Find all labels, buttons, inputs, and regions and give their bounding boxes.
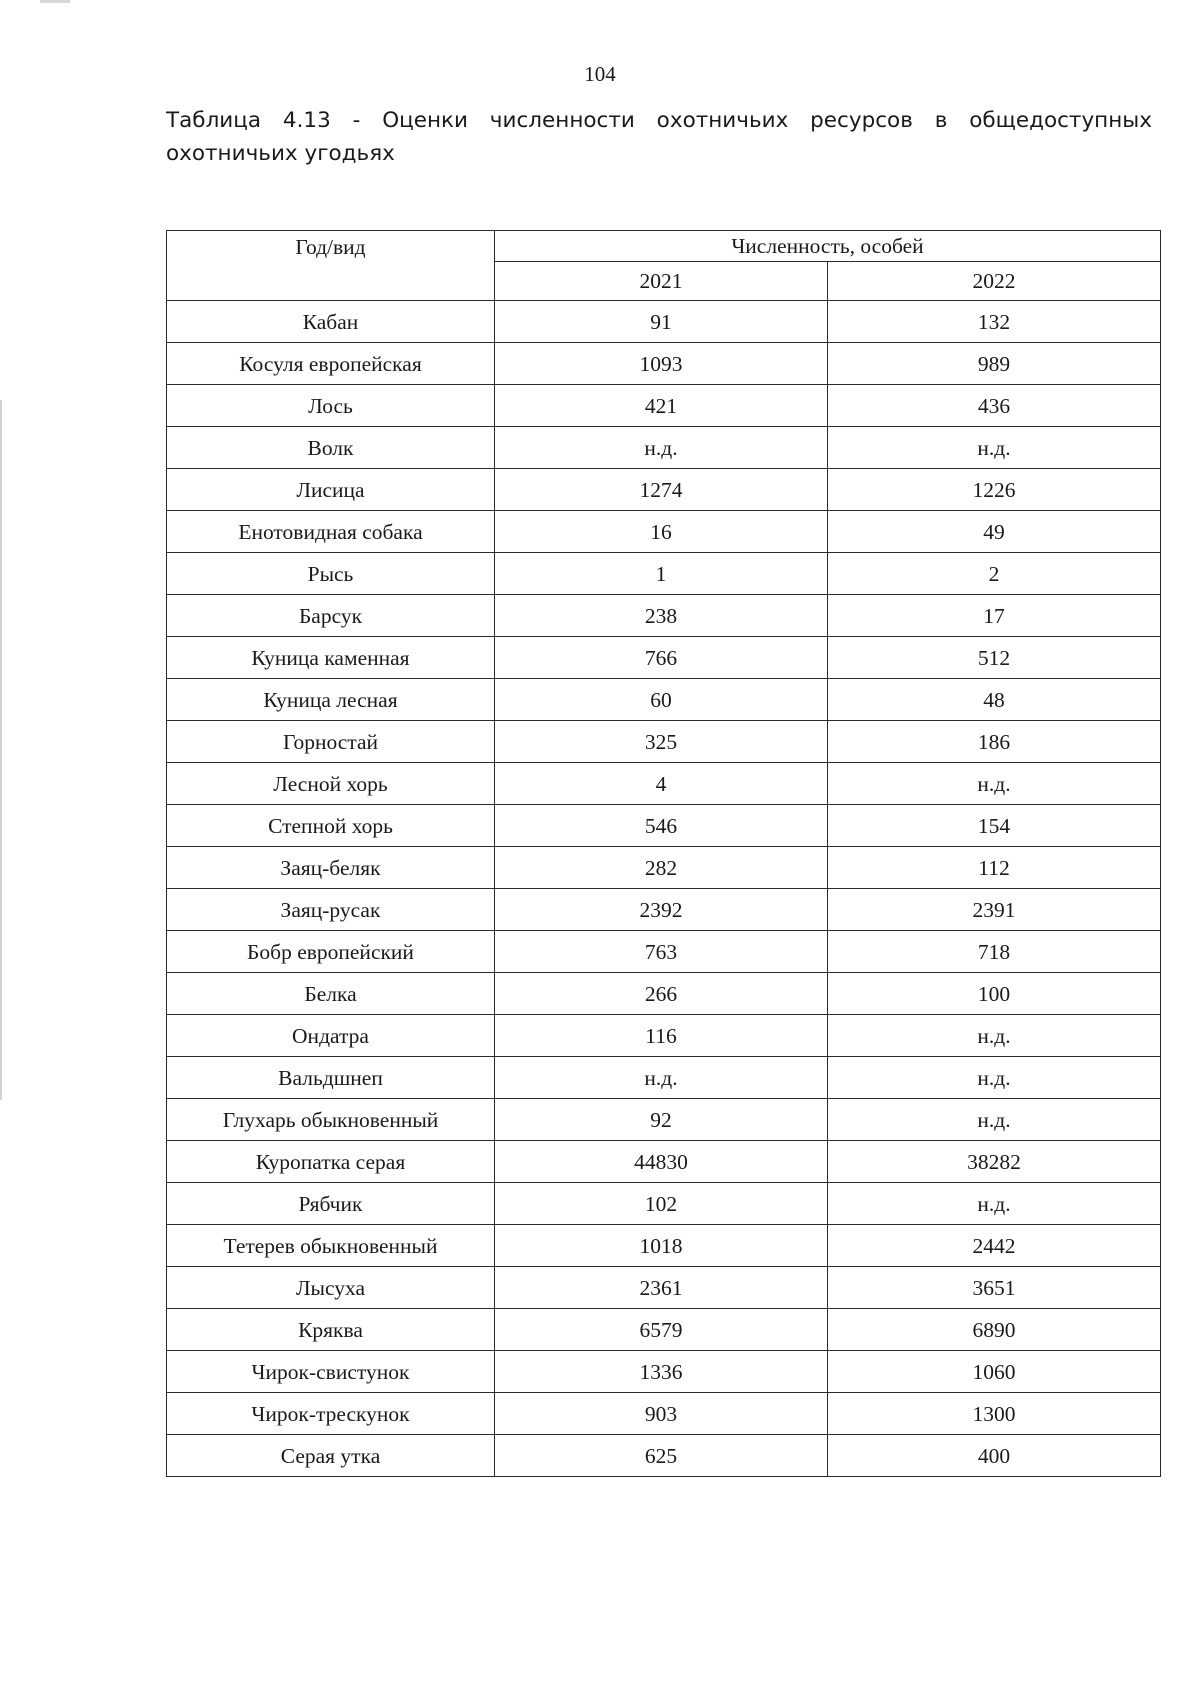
- count-2021-cell: 282: [495, 847, 828, 889]
- species-name-cell: Белка: [167, 973, 495, 1015]
- species-name-cell: Куропатка серая: [167, 1141, 495, 1183]
- count-2021-cell: 766: [495, 637, 828, 679]
- species-name-cell: Лось: [167, 385, 495, 427]
- table-row: [167, 805, 1161, 847]
- count-2021-cell: 1018: [495, 1225, 828, 1267]
- table-row: [167, 721, 1161, 763]
- species-name-cell: Барсук: [167, 595, 495, 637]
- count-2021-cell: 266: [495, 973, 828, 1015]
- table-row: [167, 301, 1161, 343]
- count-2022-cell: 2391: [828, 889, 1161, 931]
- species-name-cell: Лесной хорь: [167, 763, 495, 805]
- count-2022-cell: 1300: [828, 1393, 1161, 1435]
- species-name-cell: Серая утка: [167, 1435, 495, 1477]
- count-2022-cell: 48: [828, 679, 1161, 721]
- table-row: [167, 1351, 1161, 1393]
- species-name-cell: Чирок-свистунок: [167, 1351, 495, 1393]
- species-name-cell: Глухарь обыкновенный: [167, 1099, 495, 1141]
- count-2022-cell: 718: [828, 931, 1161, 973]
- header-count-group: Численность, особей: [495, 231, 1161, 262]
- table-row: [167, 469, 1161, 511]
- table-row: [167, 385, 1161, 427]
- table-row: [167, 889, 1161, 931]
- species-name-cell: Лысуха: [167, 1267, 495, 1309]
- count-2022-cell: н.д.: [828, 427, 1161, 469]
- count-2022-cell: 2442: [828, 1225, 1161, 1267]
- table-row: [167, 1057, 1161, 1099]
- table-row: [167, 427, 1161, 469]
- table-header: [167, 231, 1161, 301]
- count-2021-cell: 903: [495, 1393, 828, 1435]
- population-table: [166, 230, 1161, 1477]
- species-name-cell: Заяц-беляк: [167, 847, 495, 889]
- table-row: [167, 343, 1161, 385]
- species-name-cell: Бобр европейский: [167, 931, 495, 973]
- count-2022-cell: н.д.: [828, 763, 1161, 805]
- species-name-cell: Волк: [167, 427, 495, 469]
- species-name-cell: Кабан: [167, 301, 495, 343]
- page-number: 104: [584, 62, 616, 86]
- table-row: [167, 553, 1161, 595]
- species-name-cell: Заяц-русак: [167, 889, 495, 931]
- table-container: [166, 230, 1160, 1477]
- count-2021-cell: 625: [495, 1435, 828, 1477]
- count-2021-cell: 238: [495, 595, 828, 637]
- table-row: [167, 1435, 1161, 1477]
- count-2022-cell: 186: [828, 721, 1161, 763]
- count-2022-cell: 100: [828, 973, 1161, 1015]
- count-2022-cell: н.д.: [828, 1057, 1161, 1099]
- count-2021-cell: 2361: [495, 1267, 828, 1309]
- species-name-cell: Косуля европейская: [167, 343, 495, 385]
- table-row: [167, 637, 1161, 679]
- count-2021-cell: 546: [495, 805, 828, 847]
- table-row: [167, 511, 1161, 553]
- species-name-cell: Вальдшнеп: [167, 1057, 495, 1099]
- species-name-cell: Енотовидная собака: [167, 511, 495, 553]
- count-2021-cell: н.д.: [495, 1057, 828, 1099]
- table-body: [167, 301, 1161, 1477]
- table-row: [167, 679, 1161, 721]
- species-name-cell: Тетерев обыкновенный: [167, 1225, 495, 1267]
- count-2021-cell: 325: [495, 721, 828, 763]
- species-name-cell: Ондатра: [167, 1015, 495, 1057]
- table-caption: Таблица 4.13 - Оценки численности охотничьих ресурсов в общедоступных охотничьих угодьях: [166, 108, 1152, 166]
- count-2021-cell: 1: [495, 553, 828, 595]
- count-2021-cell: 91: [495, 301, 828, 343]
- count-2022-cell: н.д.: [828, 1015, 1161, 1057]
- table-row: [167, 1141, 1161, 1183]
- species-name-cell: Рысь: [167, 553, 495, 595]
- count-2021-cell: 1336: [495, 1351, 828, 1393]
- count-2022-cell: 154: [828, 805, 1161, 847]
- count-2021-cell: 421: [495, 385, 828, 427]
- table-row: [167, 1309, 1161, 1351]
- species-name-cell: Горностай: [167, 721, 495, 763]
- species-name-cell: Лисица: [167, 469, 495, 511]
- count-2022-cell: 989: [828, 343, 1161, 385]
- count-2021-cell: 2392: [495, 889, 828, 931]
- table-row: [167, 1393, 1161, 1435]
- count-2022-cell: 38282: [828, 1141, 1161, 1183]
- count-2022-cell: 512: [828, 637, 1161, 679]
- count-2022-cell: 2: [828, 553, 1161, 595]
- table-row: [167, 595, 1161, 637]
- count-2022-cell: 17: [828, 595, 1161, 637]
- table-row: [167, 1267, 1161, 1309]
- count-2021-cell: 44830: [495, 1141, 828, 1183]
- count-2022-cell: 49: [828, 511, 1161, 553]
- count-2021-cell: 1093: [495, 343, 828, 385]
- species-name-cell: Кряква: [167, 1309, 495, 1351]
- species-name-cell: Чирок-трескунок: [167, 1393, 495, 1435]
- table-row: [167, 973, 1161, 1015]
- species-name-cell: Куница лесная: [167, 679, 495, 721]
- table-row: [167, 1015, 1161, 1057]
- species-name-cell: Рябчик: [167, 1183, 495, 1225]
- count-2022-cell: 1226: [828, 469, 1161, 511]
- count-2021-cell: н.д.: [495, 427, 828, 469]
- count-2022-cell: 3651: [828, 1267, 1161, 1309]
- header-year-2021: 2021: [495, 262, 828, 301]
- count-2021-cell: 116: [495, 1015, 828, 1057]
- table-row: [167, 931, 1161, 973]
- count-2022-cell: н.д.: [828, 1099, 1161, 1141]
- table-row: [167, 1099, 1161, 1141]
- header-year-2022: 2022: [828, 262, 1161, 301]
- count-2021-cell: 4: [495, 763, 828, 805]
- table-row: [167, 763, 1161, 805]
- count-2021-cell: 102: [495, 1183, 828, 1225]
- count-2021-cell: 16: [495, 511, 828, 553]
- scan-edge-mark: [0, 400, 2, 1100]
- species-name-cell: Степной хорь: [167, 805, 495, 847]
- header-species: Год/вид: [167, 231, 495, 301]
- count-2022-cell: 400: [828, 1435, 1161, 1477]
- count-2021-cell: 60: [495, 679, 828, 721]
- count-2022-cell: н.д.: [828, 1183, 1161, 1225]
- count-2021-cell: 763: [495, 931, 828, 973]
- count-2022-cell: 6890: [828, 1309, 1161, 1351]
- table-row: [167, 1183, 1161, 1225]
- count-2022-cell: 112: [828, 847, 1161, 889]
- table-row: [167, 1225, 1161, 1267]
- table-row: [167, 847, 1161, 889]
- scan-top-mark: [40, 0, 70, 3]
- count-2021-cell: 1274: [495, 469, 828, 511]
- count-2022-cell: 436: [828, 385, 1161, 427]
- count-2022-cell: 1060: [828, 1351, 1161, 1393]
- count-2021-cell: 6579: [495, 1309, 828, 1351]
- species-name-cell: Куница каменная: [167, 637, 495, 679]
- count-2022-cell: 132: [828, 301, 1161, 343]
- count-2021-cell: 92: [495, 1099, 828, 1141]
